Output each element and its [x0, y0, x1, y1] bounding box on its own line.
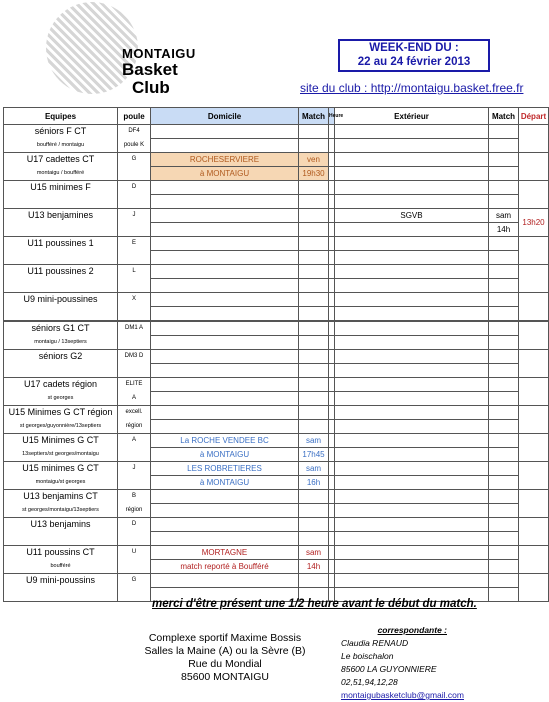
team-name: séniors G1 CT — [4, 321, 118, 336]
team-name: U15 minimes G CT — [4, 462, 118, 476]
team-subtitle — [4, 251, 118, 265]
home-match-cell — [299, 237, 329, 251]
away-match-cell — [489, 181, 519, 195]
home-opponent-cell — [151, 279, 299, 293]
departure-cell — [519, 321, 549, 350]
table-row — [4, 139, 549, 153]
table-row — [4, 195, 549, 209]
table-row — [4, 420, 549, 434]
col-match: Match — [299, 108, 329, 125]
team-name: U13 benjamins — [4, 518, 118, 532]
home-opponent-cell — [151, 293, 299, 307]
away-opponent-cell — [335, 378, 489, 392]
home-opponent-cell — [151, 350, 299, 364]
table-row — [4, 279, 549, 293]
away-match-cell — [489, 420, 519, 434]
poule-cell: A — [118, 392, 151, 406]
home-opponent-cell — [151, 518, 299, 532]
table-row — [4, 448, 549, 462]
departure-cell — [519, 490, 549, 518]
away-match-cell — [489, 237, 519, 251]
away-opponent-cell — [335, 279, 489, 293]
departure-cell — [519, 406, 549, 434]
arrival-notice: merci d'être présent une 1/2 heure avant le début du match. — [152, 598, 477, 610]
table-row — [4, 350, 549, 364]
departure-cell: 13h20 — [519, 209, 549, 237]
away-opponent-cell — [335, 321, 489, 336]
away-match-cell — [489, 546, 519, 560]
home-match-cell — [299, 181, 329, 195]
home-match-cell — [299, 251, 329, 265]
away-match-cell — [489, 490, 519, 504]
away-opponent-cell — [335, 167, 489, 181]
home-match-cell — [299, 532, 329, 546]
table-row — [4, 181, 549, 195]
poule-cell: excell. — [118, 406, 151, 420]
home-match-cell: 16h — [299, 476, 329, 490]
table-row — [4, 321, 549, 336]
departure-cell — [519, 518, 549, 546]
team-subtitle: 13septiers/st georges/montaigu — [4, 448, 118, 462]
away-match-cell — [489, 350, 519, 364]
table-row — [4, 462, 549, 476]
away-match-cell — [489, 560, 519, 574]
home-match-cell — [299, 223, 329, 237]
away-opponent-cell — [335, 251, 489, 265]
table-row — [4, 293, 549, 307]
departure-cell — [519, 265, 549, 293]
address-line: Salles la Maine (A) ou la Sèvre (B) — [144, 645, 306, 657]
poule-cell: DM3 D — [118, 350, 151, 364]
departure-cell — [519, 574, 549, 602]
team-subtitle: montaigu/st georges — [4, 476, 118, 490]
team-name: U13 benjamins CT — [4, 490, 118, 504]
poule-cell — [118, 532, 151, 546]
home-opponent-cell — [151, 420, 299, 434]
logo-text-1: MONTAIGU — [122, 46, 196, 61]
correspondent-line: 02,51,94,12,28 — [341, 677, 398, 687]
home-opponent-cell: LES ROBRETIERES — [151, 462, 299, 476]
away-opponent-cell — [335, 336, 489, 350]
departure-cell — [519, 546, 549, 574]
address-line: 85600 MONTAIGU — [181, 671, 269, 683]
home-opponent-cell — [151, 307, 299, 322]
team-name: U11 poussines 2 — [4, 265, 118, 279]
away-match-cell — [489, 336, 519, 350]
poule-cell: D — [118, 518, 151, 532]
correspondent-block — [341, 624, 464, 702]
poule-cell: G — [118, 574, 151, 588]
home-opponent-cell — [151, 181, 299, 195]
departure-cell — [519, 237, 549, 265]
poule-cell: DF4 — [118, 125, 151, 139]
away-match-cell — [489, 265, 519, 279]
home-opponent-cell — [151, 378, 299, 392]
week-title: WEEK-END DU : — [369, 42, 459, 54]
home-match-cell — [299, 293, 329, 307]
home-opponent-cell — [151, 251, 299, 265]
poule-cell — [118, 476, 151, 490]
away-match-cell — [489, 153, 519, 167]
away-opponent-cell — [335, 392, 489, 406]
team-subtitle: montaigu / boufféré — [4, 167, 118, 181]
team-name: U9 mini-poussins — [4, 574, 118, 588]
poule-cell — [118, 195, 151, 209]
away-match-cell — [489, 518, 519, 532]
team-name: U11 poussines 1 — [4, 237, 118, 251]
away-opponent-cell — [335, 181, 489, 195]
home-opponent-cell: MORTAGNE — [151, 546, 299, 560]
away-match-cell: 14h — [489, 223, 519, 237]
table-row — [4, 364, 549, 378]
address-line: Rue du Mondial — [188, 658, 262, 670]
col-poule: poule — [118, 108, 151, 125]
table-body — [4, 125, 549, 602]
table-row — [4, 434, 549, 448]
home-match-cell — [299, 406, 329, 420]
poule-cell: L — [118, 265, 151, 279]
away-match-cell — [489, 532, 519, 546]
team-name: U13 benjamines — [4, 209, 118, 223]
team-name: U17 cadets région — [4, 378, 118, 392]
table-row — [4, 490, 549, 504]
home-match-cell — [299, 125, 329, 139]
table-row — [4, 532, 549, 546]
away-opponent-cell — [335, 546, 489, 560]
away-opponent-cell — [335, 476, 489, 490]
poule-cell: ELITE — [118, 378, 151, 392]
table-row — [4, 336, 549, 350]
home-opponent-cell — [151, 364, 299, 378]
away-opponent-cell: SGVB — [335, 209, 489, 223]
away-match-cell — [489, 125, 519, 139]
away-match-cell: sam — [489, 209, 519, 223]
logo-text-2: Basket — [122, 60, 178, 79]
col-match-ext: Match — [489, 108, 519, 125]
away-opponent-cell — [335, 364, 489, 378]
home-match-cell — [299, 518, 329, 532]
home-match-cell — [299, 209, 329, 223]
home-match-cell — [299, 364, 329, 378]
away-opponent-cell — [335, 307, 489, 322]
home-match-cell — [299, 195, 329, 209]
poule-cell — [118, 251, 151, 265]
club-site-link[interactable]: site du club : http://montaigu.basket.free.fr — [300, 81, 524, 95]
correspondent-email-link[interactable]: montaigubasketclub@gmail.com — [341, 690, 464, 700]
home-match-cell: 17h45 — [299, 448, 329, 462]
home-match-cell: sam — [299, 462, 329, 476]
table-header — [4, 108, 549, 125]
home-match-cell — [299, 321, 329, 336]
week-box — [338, 39, 490, 72]
club-logo — [38, 2, 198, 102]
home-match-cell — [299, 504, 329, 518]
correspondent-line: Le boischalon — [341, 651, 394, 661]
departure-cell — [519, 181, 549, 209]
home-match-cell: ven — [299, 153, 329, 167]
table-row — [4, 378, 549, 392]
home-opponent-cell — [151, 574, 299, 588]
correspondent-line: Claudia RENAUD — [341, 638, 409, 648]
team-subtitle — [4, 588, 118, 602]
away-match-cell — [489, 574, 519, 588]
home-opponent-cell: La ROCHE VENDEE BC — [151, 434, 299, 448]
team-name: U15 Minimes G CT région — [4, 406, 118, 420]
away-match-cell — [489, 476, 519, 490]
table-row — [4, 153, 549, 167]
home-match-cell: 19h30 — [299, 167, 329, 181]
away-match-cell — [489, 364, 519, 378]
schedule-table — [3, 107, 549, 602]
table-row — [4, 209, 549, 223]
away-opponent-cell — [335, 574, 489, 588]
departure-cell — [519, 462, 549, 490]
col-domicile: Domicile — [151, 108, 299, 125]
poule-cell — [118, 223, 151, 237]
home-opponent-cell: à MONTAIGU — [151, 167, 299, 181]
table-row — [4, 223, 549, 237]
logo-text-3: Club — [132, 78, 170, 97]
away-opponent-cell — [335, 153, 489, 167]
away-opponent-cell — [335, 139, 489, 153]
poule-cell: DM1 A — [118, 321, 151, 336]
poule-cell — [118, 448, 151, 462]
team-subtitle — [4, 532, 118, 546]
team-subtitle: st georges — [4, 392, 118, 406]
team-subtitle — [4, 195, 118, 209]
away-opponent-cell — [335, 350, 489, 364]
poule-cell: U — [118, 546, 151, 560]
table-row — [4, 476, 549, 490]
away-match-cell — [489, 167, 519, 181]
away-match-cell — [489, 279, 519, 293]
poule-cell — [118, 364, 151, 378]
home-match-cell — [299, 336, 329, 350]
poule-cell: J — [118, 462, 151, 476]
home-match-cell — [299, 279, 329, 293]
home-opponent-cell — [151, 336, 299, 350]
away-match-cell — [489, 293, 519, 307]
team-name: U11 poussins CT — [4, 546, 118, 560]
team-name: U17 cadettes CT — [4, 153, 118, 167]
correspondent-title: correspondante : — [377, 625, 447, 635]
home-opponent-cell — [151, 532, 299, 546]
week-dates: 22 au 24 février 2013 — [357, 56, 471, 68]
home-match-cell — [299, 265, 329, 279]
away-opponent-cell — [335, 195, 489, 209]
away-opponent-cell — [335, 462, 489, 476]
poule-cell: B — [118, 490, 151, 504]
correspondent-line: 85600 LA GUYONNIERE — [341, 664, 437, 674]
poule-cell: X — [118, 293, 151, 307]
team-subtitle: montaigu / 13septiers — [4, 336, 118, 350]
away-match-cell — [489, 504, 519, 518]
away-opponent-cell — [335, 420, 489, 434]
table-row — [4, 392, 549, 406]
away-match-cell — [489, 392, 519, 406]
col-equipes: Equipes — [4, 108, 118, 125]
away-match-cell — [489, 588, 519, 602]
home-match-cell — [299, 139, 329, 153]
team-subtitle — [4, 279, 118, 293]
poule-cell — [118, 279, 151, 293]
departure-cell — [519, 434, 549, 462]
poule-cell — [118, 588, 151, 602]
away-opponent-cell — [335, 265, 489, 279]
away-match-cell — [489, 462, 519, 476]
away-opponent-cell — [335, 448, 489, 462]
poule-cell — [118, 307, 151, 322]
poule-cell: région — [118, 420, 151, 434]
home-match-cell: sam — [299, 434, 329, 448]
away-opponent-cell — [335, 532, 489, 546]
poule-cell — [118, 560, 151, 574]
table-row — [4, 167, 549, 181]
away-match-cell — [489, 251, 519, 265]
home-opponent-cell: à MONTAIGU — [151, 448, 299, 462]
team-subtitle — [4, 364, 118, 378]
poule-cell: E — [118, 237, 151, 251]
table-row — [4, 307, 549, 322]
departure-cell — [519, 293, 549, 322]
team-subtitle — [4, 307, 118, 322]
table-row — [4, 574, 549, 588]
departure-cell — [519, 378, 549, 406]
table-row — [4, 406, 549, 420]
table-row — [4, 251, 549, 265]
home-match-cell — [299, 350, 329, 364]
home-match-cell: 14h — [299, 560, 329, 574]
table-row — [4, 237, 549, 251]
away-opponent-cell — [335, 504, 489, 518]
home-opponent-cell: à MONTAIGU — [151, 476, 299, 490]
away-opponent-cell — [335, 490, 489, 504]
away-opponent-cell — [335, 237, 489, 251]
team-name: U15 Minimes G CT — [4, 434, 118, 448]
poule-cell: D — [118, 181, 151, 195]
home-opponent-cell — [151, 223, 299, 237]
team-subtitle: st georges/guyonnière/13septiers — [4, 420, 118, 434]
home-match-cell — [299, 392, 329, 406]
away-opponent-cell — [335, 293, 489, 307]
table-row — [4, 560, 549, 574]
home-match-cell — [299, 490, 329, 504]
away-opponent-cell — [335, 406, 489, 420]
table-row — [4, 504, 549, 518]
away-opponent-cell — [335, 223, 489, 237]
table-row — [4, 546, 549, 560]
away-opponent-cell — [335, 125, 489, 139]
away-match-cell — [489, 321, 519, 336]
poule-cell: poule K — [118, 139, 151, 153]
address-line: Complexe sportif Maxime Bossis — [148, 632, 302, 644]
home-match-cell — [299, 307, 329, 322]
away-match-cell — [489, 448, 519, 462]
team-name: séniors F CT — [4, 125, 118, 139]
home-opponent-cell — [151, 321, 299, 336]
away-opponent-cell — [335, 560, 489, 574]
table-row — [4, 265, 549, 279]
departure-cell — [519, 350, 549, 378]
poule-cell: A — [118, 434, 151, 448]
home-opponent-cell — [151, 237, 299, 251]
home-opponent-cell — [151, 139, 299, 153]
home-opponent-cell — [151, 392, 299, 406]
team-name: séniors G2 — [4, 350, 118, 364]
home-match-cell — [299, 574, 329, 588]
home-opponent-cell — [151, 504, 299, 518]
venue-address — [140, 632, 310, 684]
poule-cell: région — [118, 504, 151, 518]
home-match-cell: sam — [299, 546, 329, 560]
team-name: U15 minimes F — [4, 181, 118, 195]
home-opponent-cell — [151, 195, 299, 209]
away-match-cell — [489, 434, 519, 448]
away-match-cell — [489, 406, 519, 420]
home-opponent-cell — [151, 209, 299, 223]
team-subtitle: boufféré — [4, 560, 118, 574]
away-match-cell — [489, 378, 519, 392]
home-opponent-cell: ROCHESERVIERE — [151, 153, 299, 167]
poule-cell: J — [118, 209, 151, 223]
departure-cell — [519, 153, 549, 181]
table-row — [4, 518, 549, 532]
home-opponent-cell — [151, 265, 299, 279]
team-subtitle — [4, 223, 118, 237]
table-row — [4, 125, 549, 139]
home-match-cell — [299, 378, 329, 392]
home-opponent-cell — [151, 490, 299, 504]
departure-cell — [519, 125, 549, 153]
poule-cell: G — [118, 153, 151, 167]
col-exterieur: Extérieur — [335, 108, 489, 125]
col-depart: Départ — [519, 108, 549, 125]
team-name: U9 mini-poussines — [4, 293, 118, 307]
away-opponent-cell — [335, 434, 489, 448]
home-opponent-cell — [151, 125, 299, 139]
away-match-cell — [489, 307, 519, 322]
away-match-cell — [489, 139, 519, 153]
team-subtitle: st georges/montaigu/13septiers — [4, 504, 118, 518]
away-opponent-cell — [335, 518, 489, 532]
home-opponent-cell: match reporté à Boufféré — [151, 560, 299, 574]
poule-cell — [118, 167, 151, 181]
home-opponent-cell — [151, 406, 299, 420]
col-heure: Heure — [329, 108, 335, 125]
team-subtitle: boufféré / montaigu — [4, 139, 118, 153]
away-match-cell — [489, 195, 519, 209]
poule-cell — [118, 336, 151, 350]
home-match-cell — [299, 420, 329, 434]
